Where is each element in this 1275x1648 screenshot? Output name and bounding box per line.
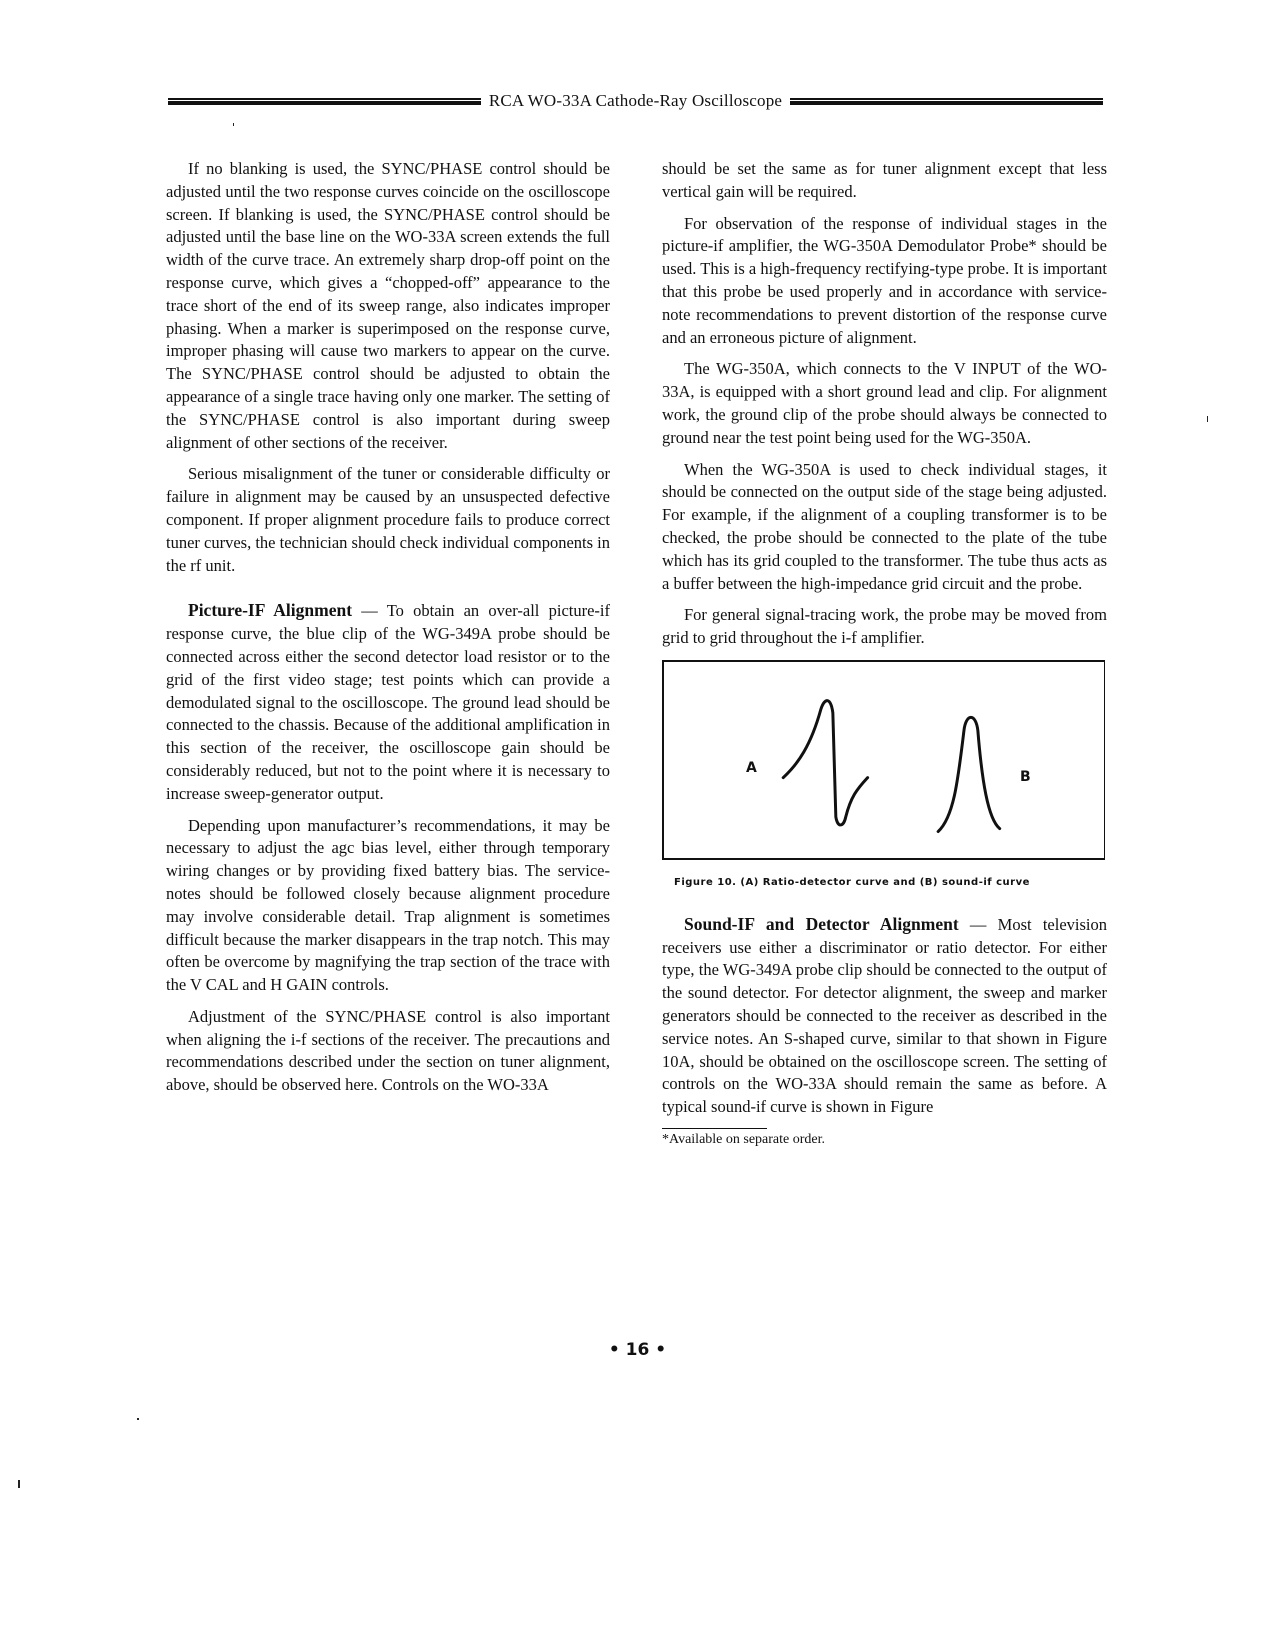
left-column <box>166 158 610 1106</box>
right-column <box>662 158 1107 1149</box>
section-text: — Most television receivers use either a discriminator or ratio detector. For either type, the WG-349A probe clip should be connected to the output of the sound detector. For detector alignment, the sweep and marker generators should be connected to the receiver as described in the service notes. An S-shaped curve, similar to that shown in Figure 10A, should be obtained on the oscilloscope screen. The setting of controls on the WO-33A should remain the same as before. A typical sound-if curve is shown in Figure <box>662 914 1107 1117</box>
header-rule-left <box>168 98 481 105</box>
figure-caption: Figure 10. (A) Ratio-detector curve and (B) sound-if curve <box>674 876 1030 888</box>
section-sound-if <box>662 913 1107 1119</box>
page-number: • 16 • <box>608 1340 667 1360</box>
ratio-detector-curve <box>783 701 867 825</box>
paragraph: Adjustment of the SYNC/PHASE control is also important when aligning the i-f sections of the receiver. The precautions and recommendations described under the section on tuner alignment, above, should be observed here. Controls on the WO-33A <box>166 1006 610 1095</box>
footnote-rule <box>662 1128 767 1129</box>
section-picture-if <box>166 599 610 805</box>
paragraph: should be set the same as for tuner alignment except that less vertical gain will be required. <box>662 159 1107 201</box>
section-heading: Sound-IF and Detector Alignment <box>684 913 959 934</box>
paragraph: For observation of the response of individual stages in the picture-if amplifier, the WG-350A Demodulator Probe* should be used. This is a high-frequency rectifying-type probe. It is important that this probe be used properly and in accordance with service-note recommendations to prevent distortion of the response curve and an erroneous picture of alignment. <box>662 213 1107 347</box>
paragraph: Serious misalignment of the tuner or considerable difficulty or failure in alignment may be caused by an unsuspected defective component. If proper alignment procedure fails to produce correct tuner curves, the technician should check individual components in the rf unit. <box>166 464 611 575</box>
header-title: RCA WO-33A Cathode-Ray Oscilloscope <box>488 91 783 110</box>
paragraph: Depending upon manufacturer’s recommendations, it may be necessary to adjust the agc bias level, either through temporary wiring changes or by providing fixed battery bias. The service-notes should be followed closely because alignment procedure may involve considerable detail. Trap alignment is sometimes difficult because the marker disappears in the trap notch. This may often be overcome by magnifying the trap section of the trace with the V CAL and H GAIN controls. <box>166 815 610 995</box>
section-heading: Picture-IF Alignment <box>188 600 353 621</box>
paragraph: If no blanking is used, the SYNC/PHASE control should be adjusted until the two response curves coincide on the oscilloscope screen. If blanking is used, the SYNC/PHASE control should be adjusted until the base line on the WO-33A screen extends the full width of the curve trace. An extremely sharp drop-off point on the response curve, which gives a “chopped-off” appearance to the trace short of the end of its sweep range, also indicates improper phasing. When a marker is superimposed on the response curve, improper phasing will cause two markers to appear on the curve. The SYNC/PHASE control should be adjusted to obtain the appearance of a single trace having only one marker. The setting of the SYNC/PHASE control is also important during sweep alignment of other sections of the receiver. <box>166 159 610 452</box>
paragraph: The WG-350A, which connects to the V INPUT of the WO-33A, is equipped with a short ground lead and clip. For alignment work, the ground clip of the probe should always be connected to ground near the test point being used for the WG-350A. <box>662 359 1107 447</box>
header-rule-right <box>790 98 1103 105</box>
section-text: — To obtain an over-all picture-if response curve, the blue clip of the WG-349A probe should be connected across either the second detector load resistor or to the grid of the first video stage; test points which can provide a demodulated signal to the oscilloscope. The ground lead should be connected to the chassis. Because of the additional amplification in this section of the receiver, the oscilloscope gain should be considerably reduced, but not to the point where it is necessary to increase sweep-generator output. <box>166 601 610 803</box>
scan-speck <box>18 1480 20 1488</box>
paragraph: For general signal-tracing work, the probe may be moved from grid to grid throughout the i-f amplifier. <box>662 605 1107 648</box>
figure-curves <box>664 662 1104 858</box>
paragraph: When the WG-350A is used to check individual stages, it should be connected on the output side of the stage being adjusted. For example, if the alignment of a coupling transformer is to be checked, the probe should be connected to the plate of the tube which has its grid coupled to the transformer. The tube thus acts as a buffer between the high-impedance grid circuit and the probe. <box>662 459 1107 593</box>
scan-speck <box>1207 416 1208 422</box>
figure-10 <box>662 660 1105 860</box>
scan-speck <box>137 1418 139 1420</box>
figure-label-b: B <box>1020 768 1031 785</box>
running-header <box>168 90 1103 112</box>
figure-label-a: A <box>746 759 757 776</box>
footnote: *Available on separate order. <box>662 1131 826 1147</box>
sound-if-curve <box>938 717 1000 831</box>
scan-speck <box>233 123 234 126</box>
